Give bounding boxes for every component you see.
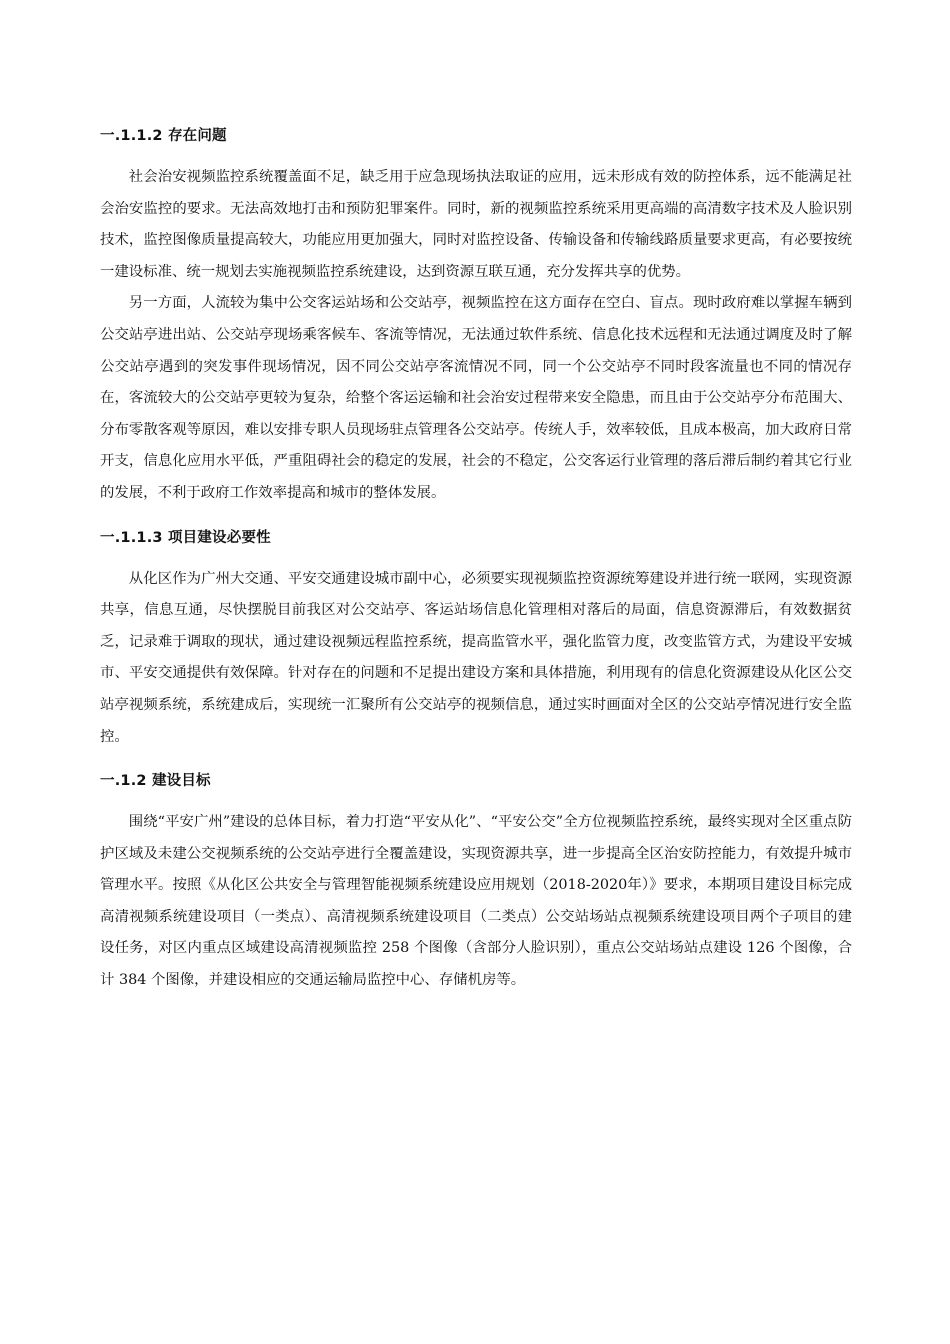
section-heading: 一.1.1.2 存在问题 <box>100 128 227 144</box>
section-heading: 一.1.1.3 项目建设必要性 <box>100 529 271 546</box>
section-project-necessity <box>100 524 852 754</box>
section-existing-problems <box>100 122 852 510</box>
paragraph: 围绕“平安广州”建设的总体目标，着力打造“平安从化”、“平安公交”全方位视频监控系统，最终实现对全区重点防护区域及未建公交视频系统的公交站亭进行全覆盖建设，实现资源共享，进一步提高全区治安防控能力，有效提升城市管理水平。按照《从化区公共安全与管理智能视频系统建设应用规划（2018-2020年）》要求，本期项目建设目标完成高清视频系统建设项目（一类点）、高清视频系统建设项目（二类点）公交站场站点视频系统建设项目两个子项目的建设任务，对区内重点区域建设高清视频监控 258 个图像（含部分人脸识别），重点公交站场站点建设 126 个图像，合计 384 个图像，并建设相应的交通运输局监控中心、存储机房等。 <box>100 814 852 989</box>
section-heading: 一.1.2 建设目标 <box>100 773 211 790</box>
document-body <box>100 122 852 1011</box>
paragraph: 另一方面，人流较为集中公交客运站场和公交站亭，视频监控在这方面存在空白、盲点。现时政府难以掌握车辆到公交站亭进出站、公交站亭现场乘客候车、客流等情况，无法通过软件系统、信息化技术远程和无法通过调度及时了解公交站亭遇到的突发事件现场情况，因不同公交站亭客流情况不同，同一个公交站亭不同时段客流量也不同的情况存在，客流较大的公交站亭更较为复杂，给整个客运运输和社会治安过程带来安全隐患，而且由于公交站亭分布范围大、分布零散客观等原因，难以安排专职人员现场驻点管理各公交站亭。传统人手，效率较低，且成本极高，加大政府日常开支，信息化应用水平低，严重阻碍社会的稳定的发展，社会的不稳定，公交客运行业管理的落后滞后制约着其它行业的发展，不利于政府工作效率提高和城市的整体发展。 <box>100 295 852 501</box>
paragraph: 从化区作为广州大交通、平安交通建设城市副中心，必须要实现视频监控资源统筹建设并进行统一联网，实现资源共享，信息互通，尽快摆脱目前我区对公交站亭、客运站场信息化管理相对落后的局面，信息资源滞后，有效数据贫乏，记录难于调取的现状，通过建设视频远程监控系统，提高监管水平，强化监管力度，改变监管方式，为建设平安城市、平安交通提供有效保障。针对存在的问题和不足提出建设方案和具体措施，利用现有的信息化资源建设从化区公交站亭视频系统，系统建成后，实现统一汇聚所有公交站亭的视频信息，通过实时画面对全区的公交站亭情况进行安全监控。 <box>100 570 852 745</box>
paragraph: 社会治安视频监控系统覆盖面不足，缺乏用于应急现场执法取证的应用，远未形成有效的防控体系，远不能满足社会治安监控的要求。无法高效地打击和预防犯罪案件。同时，新的视频监控系统采用更高端的高清数字技术及人脸识别技术，监控图像质量提高较大，功能应用更加强大，同时对监控设备、传输设备和传输线路质量要求更高，有必要按统一建设标准、统一规划去实施视频监控系统建设，达到资源互联互通，充分发挥共享的优势。 <box>100 169 852 280</box>
section-construction-goals <box>100 767 852 997</box>
